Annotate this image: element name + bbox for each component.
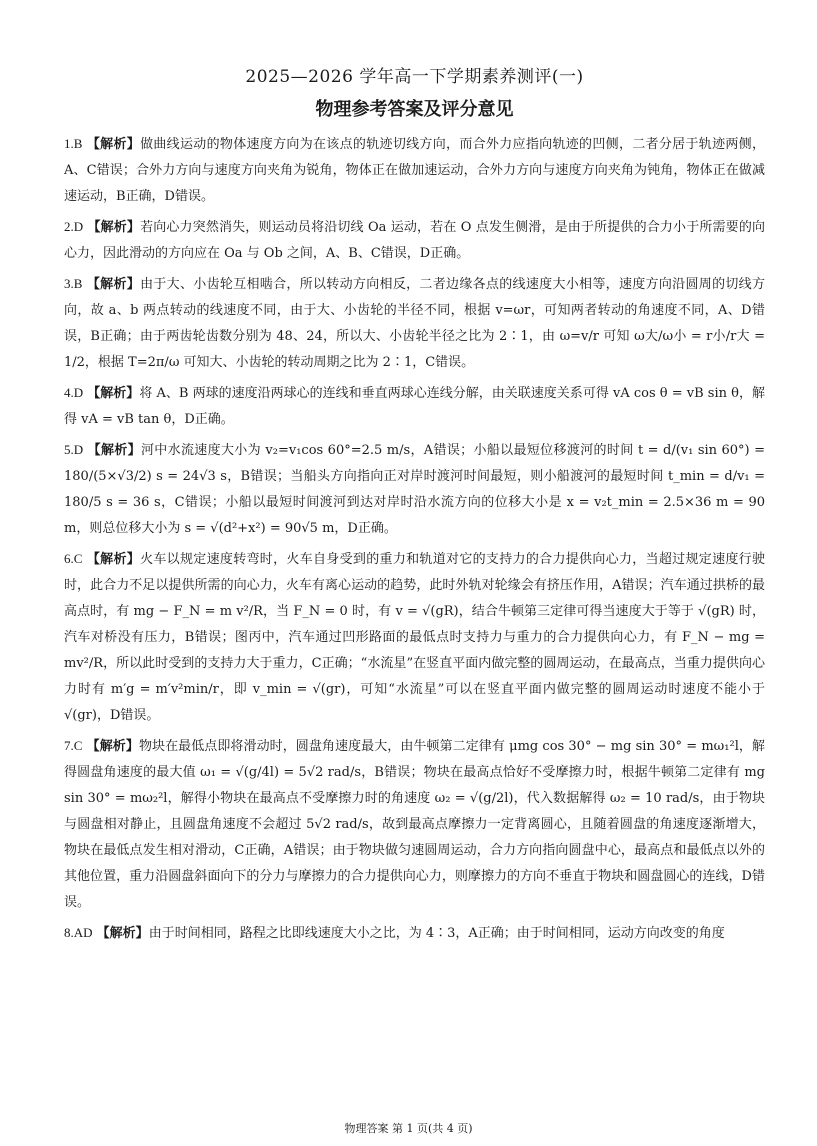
analysis-tag: 【解析】 bbox=[86, 739, 139, 754]
answer-number: 8.AD bbox=[64, 925, 93, 940]
answer-item bbox=[64, 214, 765, 267]
answer-item bbox=[64, 131, 765, 210]
analysis-tag: 【解析】 bbox=[96, 926, 149, 941]
analysis-tag: 【解析】 bbox=[87, 443, 141, 458]
exam-title: 2025—2026 学年高一下学期素养测评(一) bbox=[245, 67, 584, 87]
answer-item bbox=[64, 271, 765, 376]
answer-subtitle: 物理参考答案及评分意见 bbox=[315, 99, 514, 120]
page-footer: 物理答案 第 1 页(共 4 页) bbox=[344, 1122, 473, 1135]
analysis-tag: 【解析】 bbox=[86, 277, 141, 292]
answer-item bbox=[64, 546, 765, 729]
answer-item bbox=[64, 920, 765, 947]
answer-number: 5.D bbox=[64, 442, 84, 457]
answer-text: 物块在最低点即将滑动时，圆盘角速度最大，由牛顿第二定律有 μmg cos 30° − mg sin 30° = mω₁²l，解得圆盘角速度的最大值 ω₁ = √(g/4l) = 5√2 rad/s，B错误；物块在最高点恰好不受摩擦力时，根据牛顿第二定律有 mg sin 30° = mω₂²l，解得小物块在最高点不受摩擦力时的角速度 ω₂ = √(g/2l)，代入数据解得 ω₂ = 10 rad/s，由于物块与圆盘相对静止，且圆盘角速度不会超过 5√2 rad/s，故到最高点摩擦力一定背离圆心，且随着圆盘的角速度逐渐增大，物块在最低点发生相对滑动，C正确，A错误；由于物块做匀速圆周运动，合力方向指向圆盘中心，最高点和最低点以外的其他位置，重力沿圆盘斜面向下的分力与摩擦力的合力提供向心力，则摩擦力的方向不垂直于物块和圆盘圆心的连线，D错误。 bbox=[64, 739, 766, 910]
answer-text: 由于时间相同，路程之比即线速度大小之比，为 4∶3，A正确；由于时间相同，运动方向改变的角度 bbox=[148, 926, 725, 941]
answer-number: 7.C bbox=[64, 738, 83, 753]
answer-item bbox=[64, 437, 765, 542]
answer-number: 2.D bbox=[64, 219, 84, 234]
answer-item bbox=[64, 380, 765, 433]
answer-text: 由于大、小齿轮互相啮合，所以转动方向相反，二者边缘各点的线速度大小相等，速度方向沿圆周的切线方向，故 a、b 两点转动的线速度不同，由于大、小齿轮的半径不同，根据 v=ωr，可知两者转动的角速度不同，A、D错误，B正确；由于两齿轮齿数分别为 48、24，所以大、小齿轮半径之比为 2∶1，由 ω=v/r 可知 ω大/ω小 = r小/r大 = 1/2，根据 T=2π/ω 可知大、小齿轮的转动周期之比为 2∶1，C错误。 bbox=[64, 277, 765, 370]
analysis-tag: 【解析】 bbox=[87, 386, 140, 401]
answer-text: 火车以规定速度转弯时，火车自身受到的重力和轨道对它的支持力的合力提供向心力，当超过规定速度行驶时，此合力不足以提供所需的向心力，火车有离心运动的趋势，此时外轨对轮缘会有挤压作用，A错误；汽车通过拱桥的最高点时，有 mg − F_N = m v²/R，当 F_N = 0 时，有 v = √(gR)，结合牛顿第三定律可得当速度大于等于 √(gR) 时，汽车对桥没有压力，B错误；图丙中，汽车通过凹形路面的最低点时支持力与重力的合力提供向心力，有 F_N − mg = mv²/R，所以此时受到的支持力大于重力，C正确；“水流星”在竖直平面内做完整的圆周运动，在最高点，当重力提供向心力时有 m′g = m′v²min/r，即 v_min = √(gr)，可知“水流星”可以在竖直平面内做完整的圆周运动时速度不能小于 √(gr)，D错误。 bbox=[64, 552, 765, 723]
answer-text: 河中水流速度大小为 v₂=v₁cos 60°=2.5 m/s，A错误；小船以最短位移渡河的时间 t = d/(v₁ sin 60°) = 180/(5×√3/2) s = 24√3 s，B错误；当船头方向指向正对岸时渡河时间最短，则小船渡河的最短时间 t_min = d/v₁ = 180/5 s = 36 s，C错误；小船以最短时间渡河到达对岸时沿水流方向的位移大小是 x = v₂t_min = 2.5×36 m = 90 m，则总位移大小为 s = √(d²+x²) = 90√5 m，D正确。 bbox=[64, 443, 765, 536]
analysis-tag: 【解析】 bbox=[86, 137, 141, 152]
answer-number: 6.C bbox=[64, 551, 83, 566]
answer-text: 将 A、B 两球的速度沿两球心的连线和垂直两球心连线分解，由关联速度关系可得 vA cos θ = vB sin θ，解得 vA = vB tan θ，D正确。 bbox=[64, 386, 765, 427]
analysis-tag: 【解析】 bbox=[87, 220, 141, 235]
answer-number: 1.B bbox=[64, 136, 83, 151]
analysis-tag: 【解析】 bbox=[86, 552, 141, 567]
answer-number: 3.B bbox=[64, 276, 83, 291]
answer-text: 做曲线运动的物体速度方向为在该点的轨迹切线方向，而合外力应指向轨迹的凹侧，二者分居于轨迹两侧，A、C错误；合外力方向与速度方向夹角为锐角，物体正在做加速运动，合外力方向与速度方向夹角为钝角，物体正在做减速运动，B正确，D错误。 bbox=[64, 137, 765, 204]
answer-text: 若向心力突然消失，则运动员将沿切线 Oa 运动，若在 O 点发生侧滑，是由于所提供的合力小于所需要的向心力，因此滑动的方向应在 Oa 与 Ob 之间，A、B、C错误，D正确。 bbox=[64, 220, 765, 261]
answer-item bbox=[64, 733, 765, 916]
answer-number: 4.D bbox=[64, 385, 84, 400]
